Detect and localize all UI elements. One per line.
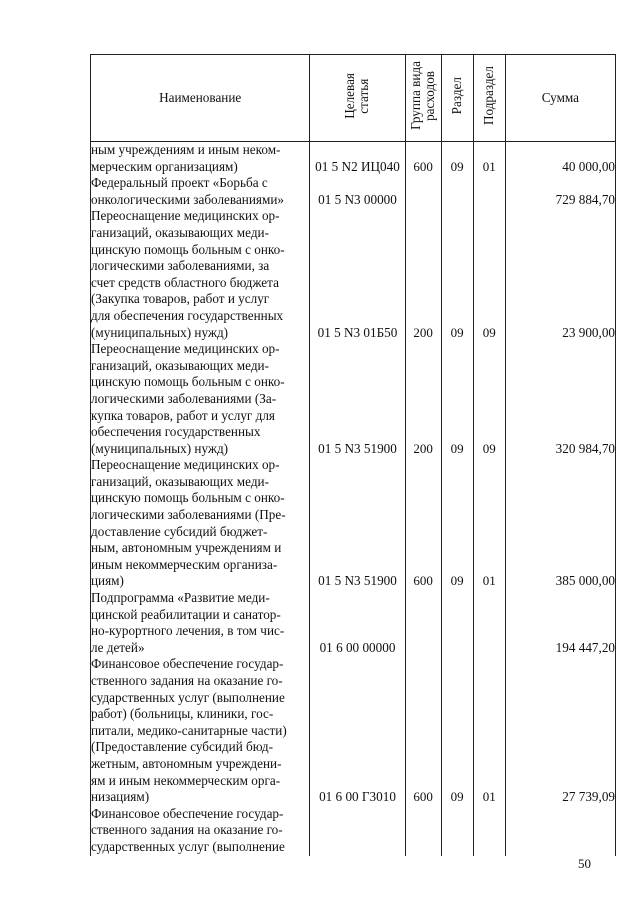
row-group [405, 590, 441, 656]
row-subsection: 01 [473, 656, 505, 805]
header-target: Целевая статья [310, 55, 405, 142]
row-group [405, 175, 441, 208]
row-group: 600 [405, 142, 441, 176]
table-row [91, 175, 616, 208]
row-name: Подпрограмма «Развитие меди- цинской реабилитации и санатор- но-курортного лечения, в том чис- ле детей» [91, 590, 310, 656]
budget-table [90, 54, 616, 856]
table-row [91, 142, 616, 176]
table-row [91, 656, 616, 805]
row-sum: 320 984,70 [505, 341, 615, 457]
table-row [91, 457, 616, 590]
row-name: Федеральный проект «Борьба с онкологическими заболеваниями» [91, 175, 310, 208]
header-section: Раздел [441, 55, 473, 142]
row-sum: 23 900,00 [505, 208, 615, 341]
row-group: 600 [405, 656, 441, 805]
row-section: 09 [441, 208, 473, 341]
row-target-code: 01 5 N2 ИЦ040 [310, 142, 405, 176]
row-sum: 40 000,00 [505, 142, 615, 176]
row-subsection [473, 175, 505, 208]
row-target-code: 01 6 00 Г3010 [310, 656, 405, 805]
header-sum: Сумма [505, 55, 615, 142]
row-group: 200 [405, 341, 441, 457]
row-subsection: 01 [473, 142, 505, 176]
row-section [441, 175, 473, 208]
row-sum: 385 000,00 [505, 457, 615, 590]
row-name: Переоснащение медицинских ор- ганизаций, оказывающих меди- цинскую помощь больным с онко- логическими заболеваниями, за счет средств областного бюджета (Закупка товаров, работ и услуг для обеспечения государственных (муниципальных) нужд) [91, 208, 310, 341]
table-row [91, 341, 616, 457]
header-subsection: Подраздел [473, 55, 505, 142]
table-row [91, 208, 616, 341]
row-sum: 194 447,20 [505, 590, 615, 656]
row-section: 09 [441, 457, 473, 590]
row-sum: 27 739,09 [505, 656, 615, 805]
row-group: 600 [405, 457, 441, 590]
row-section: 09 [441, 142, 473, 176]
header-group: Группа вида расходов [405, 55, 441, 142]
row-section [441, 806, 473, 856]
row-group: 200 [405, 208, 441, 341]
row-target-code: 01 5 N3 00000 [310, 175, 405, 208]
row-target-code: 01 5 N3 51900 [310, 457, 405, 590]
row-section: 09 [441, 341, 473, 457]
row-target-code: 01 5 N3 01Б50 [310, 208, 405, 341]
row-subsection: 01 [473, 457, 505, 590]
row-subsection [473, 806, 505, 856]
row-subsection: 09 [473, 208, 505, 341]
row-target-code: 01 6 00 00000 [310, 590, 405, 656]
row-target-code: 01 5 N3 51900 [310, 341, 405, 457]
row-section [441, 590, 473, 656]
row-subsection [473, 590, 505, 656]
row-subsection: 09 [473, 341, 505, 457]
page-number: 50 [578, 856, 591, 871]
row-sum [505, 806, 615, 856]
row-name: Финансовое обеспечение государ- ственного задания на оказание го- сударственных услуг (выполнение работ) (больницы, клиники, гос- питали, медико-санитарные части) (Предоставление субсидий бюд- жетным, автономным учреждени- ям и иным некоммерческим орга- низациям) [91, 656, 310, 805]
row-group [405, 806, 441, 856]
row-name: Финансовое обеспечение государ- ственного задания на оказание го- сударственных услуг (выполнение [91, 806, 310, 856]
table-header-row [91, 55, 616, 142]
table-row [91, 806, 616, 856]
table-row [91, 590, 616, 656]
row-section: 09 [441, 656, 473, 805]
row-sum: 729 884,70 [505, 175, 615, 208]
header-name: Наименование [91, 55, 310, 142]
row-target-code [310, 806, 405, 856]
row-name: ным учреждениям и иным неком- мерческим организациям) [91, 142, 310, 176]
row-name: Переоснащение медицинских ор- ганизаций, оказывающих меди- цинскую помощь больным с онко- логическими заболеваниями (За- купка товаров, работ и услуг для обеспечения государственных (муниципальных) нужд) [91, 341, 310, 457]
row-name: Переоснащение медицинских ор- ганизаций, оказывающих меди- цинскую помощь больным с онко- логическими заболеваниями (Пре- доставление субсидий бюджет- ным, автономным учреждениям и иным некоммерческим организа- циям) [91, 457, 310, 590]
